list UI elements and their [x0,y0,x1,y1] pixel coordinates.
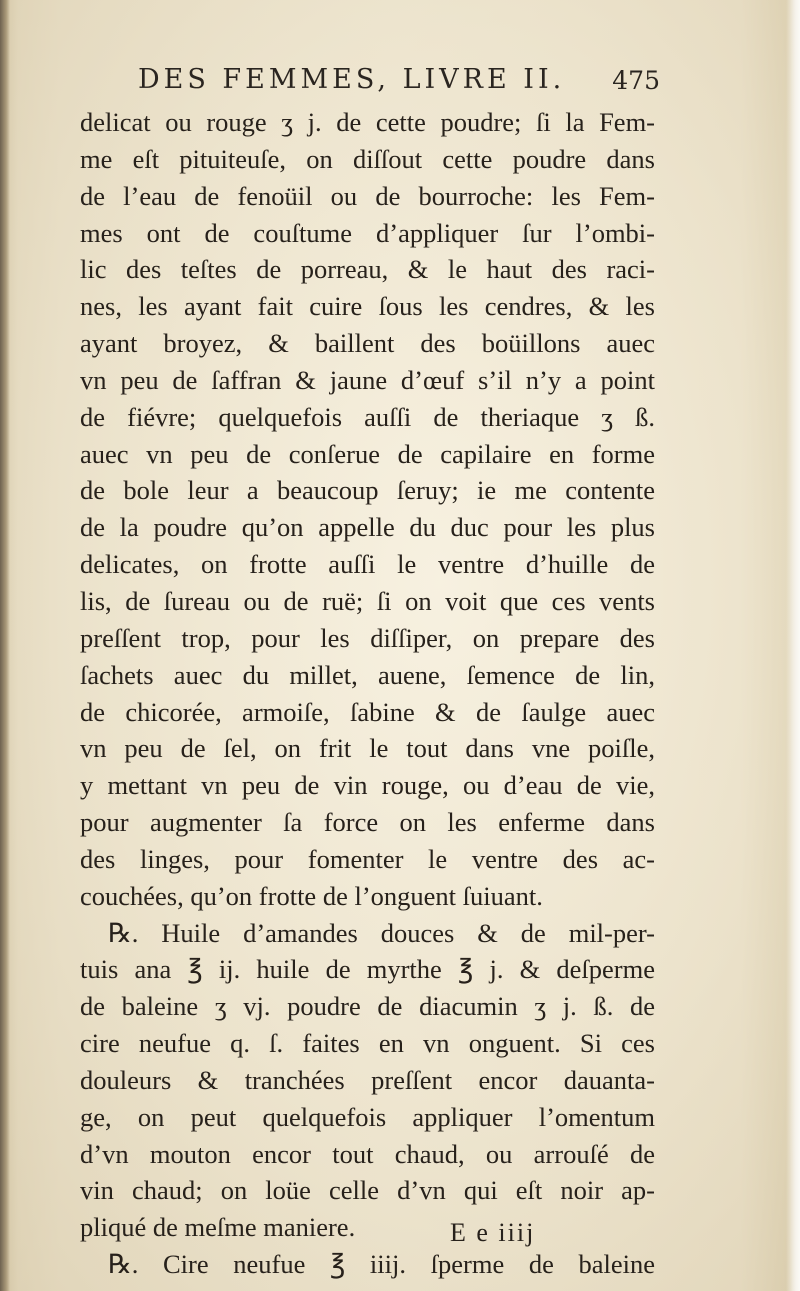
text-line: de bole leur a beaucoup ſeruy; ie me contente [80,475,655,506]
binding-gutter [0,0,10,1291]
text-line: vn peu de ſel, on frit le tout dans vne poiſle, [80,733,655,764]
text-line: couchées, qu’on frotte de l’onguent ſuiuant. [80,880,543,911]
text-line: preſſent trop, pour les diſſiper, on prepare des [80,622,655,653]
text-line: de l’eau de fenoüil ou de bourroche: les Fem- [80,180,655,211]
recipe-line: ℞. Cire neufue ℥ iiij. ſperme de baleine [108,1249,655,1280]
text-line: ge, on peut quelquefois appliquer l’omentum [80,1101,655,1132]
text-line: lis, de ſureau ou de ruë; ſi on voit que ces vents [80,585,655,616]
text-line: vin chaud; on loüe celle d’vn qui eſt noir ap- [80,1175,655,1206]
page-number: 475 [612,66,660,95]
text-line: y mettant vn peu de vin rouge, ou d’eau de vie, [80,770,655,801]
text-line: nes, les ayant fait cuire ſous les cendres, & les [80,291,655,322]
text-line: douleurs & tranchées preſſent encor dauanta- [80,1064,655,1095]
body-text [80,104,655,1283]
text-line: delicat ou rouge ʒ j. de cette poudre; ſi la Fem- [80,107,655,137]
text-line: lic des teſtes de porreau, & le haut des raci- [80,254,655,285]
running-head: DES FEMMES, LIVRE II. [138,64,566,95]
text-line: pliqué de meſme maniere. [80,1212,356,1243]
text-line: pour augmenter ſa force on les enferme dans [80,807,655,838]
text-line: vn peu de ſaffran & jaune d’œuf s’il n’y a point [80,364,655,395]
text-line: auec vn peu de conſerue de capilaire en forme [80,438,655,469]
text-line: des linges, pour fomenter le ventre des ac- [80,843,655,874]
text-line: me eſt pituiteuſe, on diſſout cette poudre dans [80,143,655,174]
text-line: de la poudre qu’on appelle du duc pour les plus [80,512,655,543]
recipe-line: ℞. Huile d’amandes douces & de mil-per- [108,917,655,948]
text-line: cire neufue q. ſ. faites en vn onguent. Si ces [80,1028,655,1059]
page-edge [786,0,800,1291]
text-line: ayant broyez, & baillent des boüillons auec [80,328,655,359]
text-line: de fiévre; quelquefois auſſi de theriaque ʒ ß. [80,401,655,432]
text-line: de baleine ʒ vj. poudre de diacumin ʒ j. ß. de [80,991,655,1022]
text-line: tuis ana ℥ ij. huile de myrthe ℥ j. & deſperme [80,954,655,985]
signature-mark: E e iiij [450,1218,536,1247]
text-line: delicates, on frotte auſſi le ventre d’huille de [80,549,655,580]
text-line: d’vn mouton encor tout chaud, ou arrouſé de [80,1138,655,1169]
text-line: mes ont de couſtume d’appliquer ſur l’ombi- [80,217,655,248]
text-line: de chicorée, armoiſe, ſabine & de ſaulge auec [80,696,655,727]
page-header [80,64,660,108]
text-line: ſachets auec du millet, auene, ſemence de lin, [80,659,655,690]
